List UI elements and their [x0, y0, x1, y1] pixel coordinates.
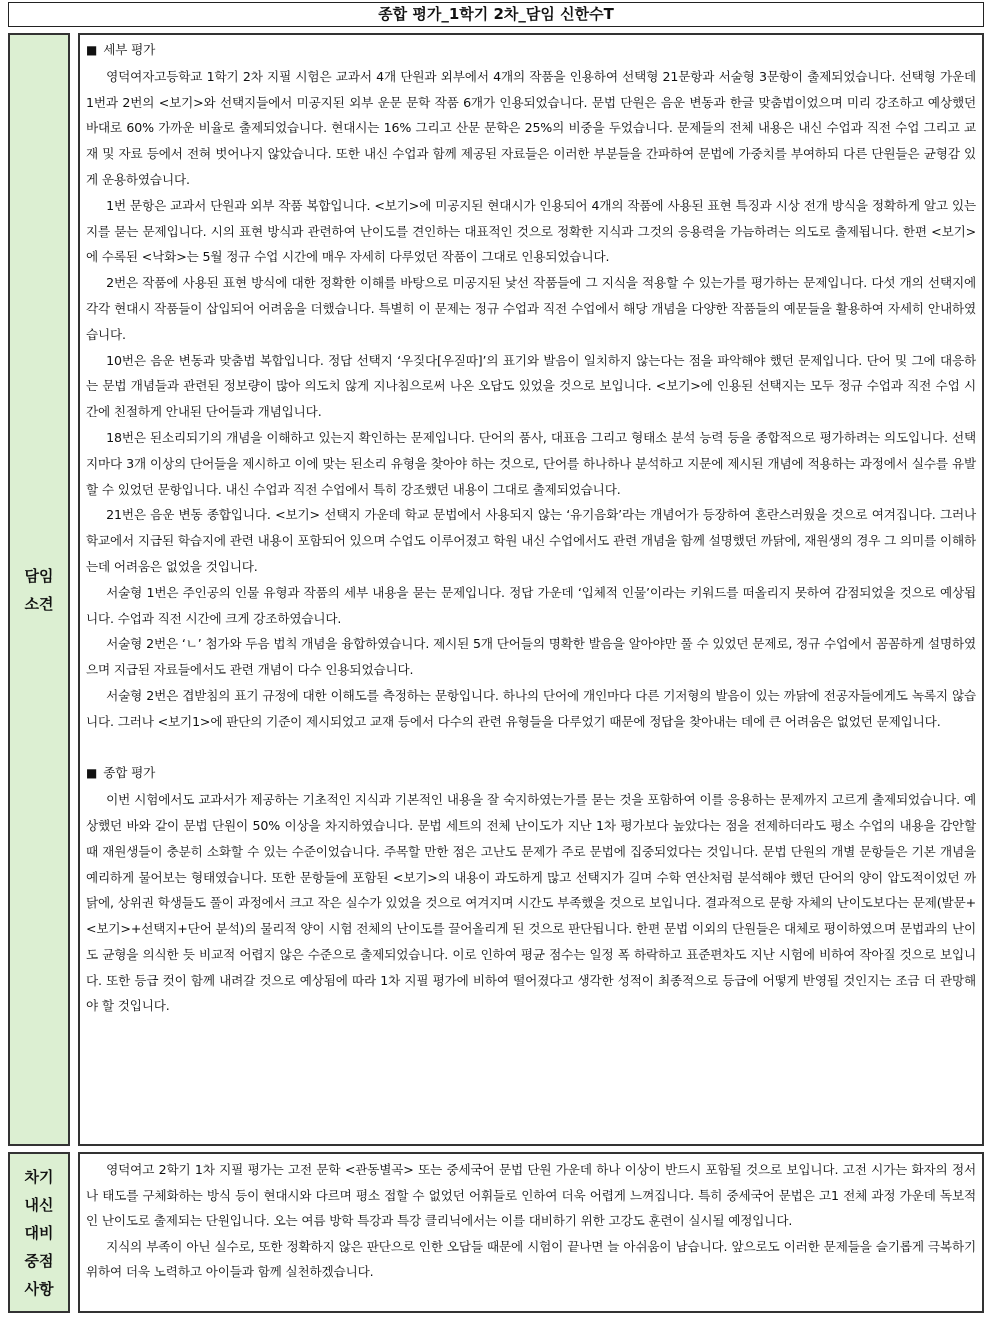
square-bullet-icon: ■ — [86, 766, 98, 781]
detail-paragraph: 영덕여자고등학교 1학기 2차 지필 시험은 교과서 4개 단원과 외부에서 4개의 작품을 인용하여 선택형 21문항과 서술형 3문항이 출제되었습니다. 선택형 가운데 1번과 2번의 <보기>와 선택지들에서 미공지된 외부 운문 문학 작품 6개가 인용되었습니다. 문법 단원은 음운 변동과 한글 맞춤법이었으며 미리 강조하고 예상했던 바대로 60% 가까운 비율로 출제되었습니다. 현대시는 16% 그리고 산문 문학은 25%의 비중을 두었습니다. 문제들의 전체 내용은 내신 수업과 직전 수업 그리고 교재 및 자료 등에서 전혀 벗어나지 않았습니다. 또한 내신 수업과 함께 제공된 자료들은 이러한 부분들을 간파하여 문법에 가중치를 부여하되 다른 단원들은 균형감 있게 운용하였습니다. — [86, 68, 976, 187]
section-label-next-exam-focus — [8, 1152, 70, 1313]
detail-paragraph: 2번은 작품에 사용된 표현 방식에 대한 정확한 이해를 바탕으로 미공지된 낯선 작품들에 그 지식을 적용할 수 있는가를 평가하는 문제입니다. 다섯 개의 선택지에 각각 현대시 작품들이 삽입되어 어려움을 더했습니다. 특별히 이 문제는 정규 수업과 직전 수업에서 해당 개념을 다양한 작품들의 예문들을 활용하여 자세히 안내하였습니다. — [86, 275, 976, 342]
detail-paragraph: 서술형 2번은 겹받침의 표기 규정에 대한 이해도를 측정하는 문항입니다. 하나의 단어에 개인마다 다른 기저형의 발음이 있는 까닭에 전공자들에게도 녹록지 않습니다. 그러나 <보기1>에 판단의 기준이 제시되었고 교재 등에서 다수의 관련 유형들을 다루었기 때문에 정답을 찾아내는 데에 큰 어려움은 없었던 문제입니다. — [86, 687, 976, 729]
label-line: 대비 — [24, 1223, 54, 1242]
detail-paragraph: 1번 문항은 교과서 단원과 외부 작품 복합입니다. <보기>에 미공지된 현대시가 인용되어 4개의 작품에 사용된 표현 특징과 시상 전개 방식을 정확하게 알고 있는지를 묻는 문제입니다. 시의 표현 방식과 관련하여 난이도를 견인하는 대표적인 것으로 정확한 지식과 그것의 응용력을 가늠하려는 의도로 출제됩니다. 한편 <보기>에 수록된 <낙화>는 5월 정규 수업 시간에 매우 자세히 다루었던 작품이 그대로 인용되었습니다. — [86, 197, 976, 265]
label-line: 소견 — [24, 594, 54, 613]
section-label-homeroom-opinion — [8, 33, 70, 1146]
detail-heading-text: 세부 평가 — [103, 42, 156, 57]
next-exam-content — [78, 1152, 984, 1313]
detail-paragraph: 서술형 2번은 ‘ㄴ’ 첨가와 두음 법칙 개념을 융합하였습니다. 제시된 5개 단어들의 명확한 발음을 알아야만 풀 수 있었던 문제로, 정규 수업에서 꼼꼼하게 설명하였으며 지급된 자료들에서도 관련 개념이 다수 인용되었습니다. — [86, 636, 976, 678]
detail-paragraph: 18번은 된소리되기의 개념을 이해하고 있는지 확인하는 문제입니다. 단어의 품사, 대표음 그리고 형태소 분석 능력 등을 종합적으로 평가하려는 의도입니다. 선택지마다 3개 이상의 단어들을 제시하고 이에 맞는 된소리 유형을 찾아야 하는 것으로, 단어를 하나하나 분석하고 지문에 제시된 개념에 적용하는 과정에서 실수를 유발할 수 있었던 문항입니다. 내신 수업과 직전 수업에서 특히 강조했던 내용이 그대로 출제되었습니다. — [86, 429, 976, 497]
page-title: 종합 평가_1학기 2차_담임 신한수T — [8, 2, 984, 27]
detail-paragraph: 서술형 1번은 주인공의 인물 유형과 작품의 세부 내용을 묻는 문제입니다. 정답 가운데 ‘입체적 인물’이라는 키워드를 떠올리지 못하여 감점되었을 것으로 예상됩니다. 수업과 직전 시간에 크게 강조하였습니다. — [86, 584, 976, 626]
summary-heading — [86, 760, 976, 787]
label-line: 차기 — [24, 1167, 54, 1186]
summary-heading-text: 종합 평가 — [103, 765, 156, 781]
detail-paragraph: 10번은 음운 변동과 맞춤법 복합입니다. 정답 선택지 ‘우짖다[우짇따]’의 표기와 발음이 일치하지 않는다는 점을 파악해야 했던 문제입니다. 단어 및 그에 대응하는 문법 개념들과 관련된 정보량이 많아 의도치 않게 지나침으로써 나온 오답도 있었을 것으로 보입니다. <보기>에 인용된 선택지는 모두 정규 수업과 직전 수업 시간에 친절하게 안내된 단어들과 개념입니다. — [86, 352, 976, 420]
detail-heading — [86, 37, 976, 64]
focus-paragraph: 영덕여고 2학기 1차 지필 평가는 고전 문학 <관동별곡> 또는 중세국어 문법 단원 가운데 하나 이상이 반드시 포함될 것으로 보입니다. 고전 시가는 화자의 정서나 태도를 구체화하는 방식 등이 현대시와 다르며 평소 접할 수 없었던 어휘들로 인하여 더욱 어렵게 느껴집니다. 특히 중세국어 문법은 고1 전체 과정 가운데 독보적인 난이도로 출제되는 단원입니다. 오는 여름 방학 특강과 특강 클리닉에서는 이를 대비하기 위한 고강도 훈련이 실시될 예정입니다. — [86, 1162, 976, 1228]
section-homeroom-opinion — [8, 33, 984, 1146]
label-line: 담임 — [24, 566, 54, 585]
label-line: 사항 — [24, 1279, 54, 1298]
label-line: 내신 — [24, 1195, 54, 1214]
summary-paragraph: 이번 시험에서도 교과서가 제공하는 기초적인 지식과 기본적인 내용을 잘 숙지하였는가를 묻는 것을 포함하여 이를 응용하는 문제까지 고르게 출제되었습니다. 예상했던 바와 같이 문법 단원이 50% 이상을 차지하였습니다. 문법 세트의 전체 난이도가 지난 1차 평가보다 높았다는 점을 전제하더라도 평소 수업의 내용을 감안할 때 재원생들이 충분히 소화할 수 있는 수준이었습니다. 주목할 만한 점은 고난도 문제가 주로 문법에 집중되었다는 것입니다. 문법 단원의 개별 문항들은 기본 개념을 예리하게 물어보는 형태였습니다. 또한 문항들에 포함된 <보기>의 내용이 과도하게 많고 선택지가 길며 수학 연산처럼 분석해야 했던 단어의 양이 압도적이었던 까닭에, 상위권 학생들도 풀이 과정에서 크고 작은 실수가 있었을 것으로 여겨지며 시간도 부족했을 것으로 보입니다. 결과적으로 문항 자체의 난이도보다는 문제(발문+<보기>+선택지+단어 분석)의 물리적 양이 시험 전체의 난이도를 끌어올리게 된 것으로 판단됩니다. 한편 문법 이외의 단원들은 대체로 평이하였으며 문법과의 난이도 균형을 의식한 듯 비교적 어렵지 않은 수준으로 출제되었습니다. 이로 인하여 평균 점수는 일정 폭 하락하고 표준편차도 지난 시험에 비하여 작아질 것으로 보입니다. 또한 등급 컷이 함께 내려갈 것으로 예상됨에 따라 1차 지필 평가에 비하여 떨어졌다고 생각한 성적이 최종적으로 등급에 어떻게 반영될 것인지는 조금 더 관망해야 할 것입니다. — [86, 792, 976, 1014]
label-line: 중점 — [24, 1251, 54, 1270]
opinion-content — [78, 33, 984, 1146]
section-next-exam-focus — [8, 1152, 984, 1313]
detail-paragraph: 21번은 음운 변동 종합입니다. <보기> 선택지 가운데 학교 문법에서 사용되지 않는 ‘유기음화’라는 개념어가 등장하여 혼란스러웠을 것으로 여겨집니다. 그러나 학교에서 지급된 학습지에 관련 내용이 포함되어 있으며 수업도 이루어졌고 학원 내신 수업에서도 관련 개념을 함께 설명했던 까닭에, 재원생의 경우 그 의미를 이해하는데 어려움은 없었을 것입니다. — [86, 507, 976, 574]
spacer — [86, 735, 976, 761]
square-bullet-icon: ■ — [86, 43, 98, 57]
focus-paragraph: 지식의 부족이 아닌 실수로, 또한 정확하지 않은 판단으로 인한 오답들 때문에 시험이 끝나면 늘 아쉬움이 남습니다. 앞으로도 이러한 문제들을 슬기롭게 극복하기 위하여 더욱 노력하고 아이들과 함께 실천하겠습니다. — [86, 1238, 976, 1279]
